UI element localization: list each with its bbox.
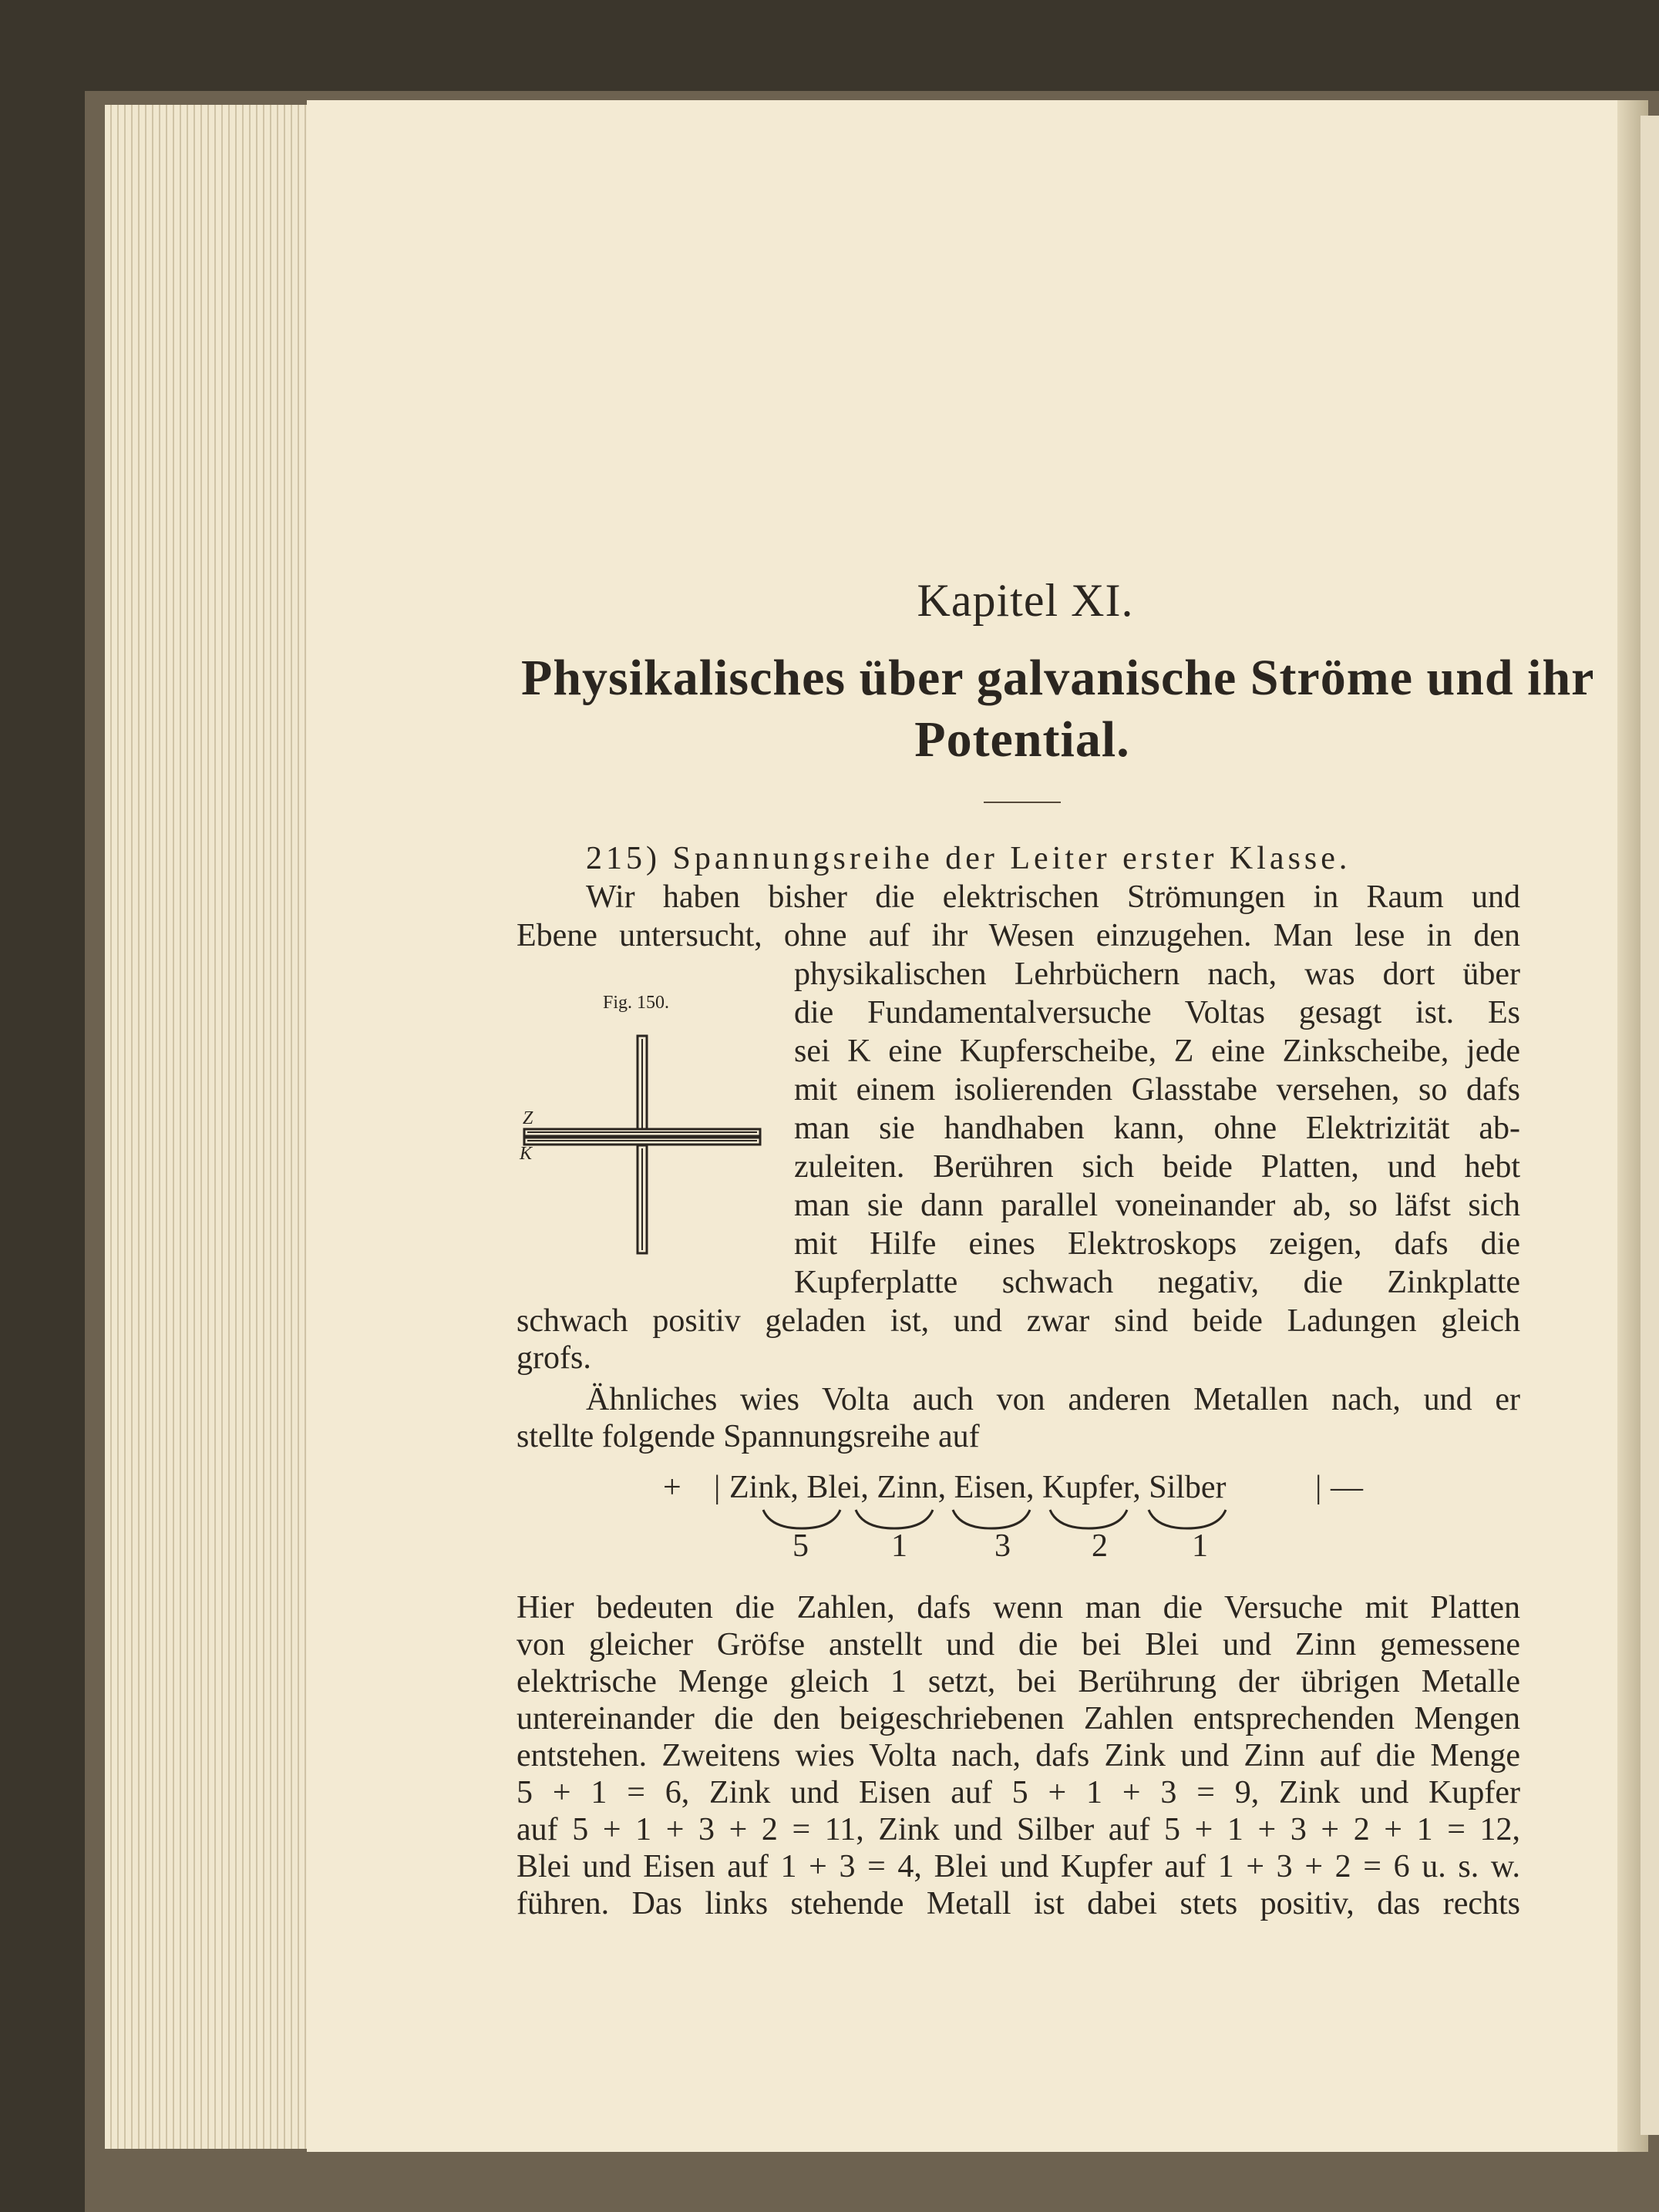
- series-bar-right: |: [1315, 1470, 1322, 1505]
- brace: [1149, 1510, 1226, 1528]
- title-rule: [984, 802, 1061, 803]
- figure-label-z: Z: [523, 1108, 533, 1128]
- text-line: Blei und Eisen auf 1 + 3 = 4, Blei und Kupfer auf 1 + 3 + 2 = 6 u. s. w.: [517, 1849, 1520, 1884]
- text-line: Ähnliches wies Volta auch von anderen Metallen nach, und er: [586, 1382, 1520, 1417]
- text-line: zuleiten. Berühren sich beide Platten, und hebt: [794, 1149, 1520, 1185]
- series-bar-left: |: [714, 1470, 721, 1505]
- page-corner: [1640, 116, 1659, 2135]
- text-line: von gleicher Gröfse anstellt und die bei Blei und Zinn gemessene: [517, 1627, 1520, 1662]
- series-number: 3: [994, 1528, 1011, 1564]
- text-line: entstehen. Zweitens wies Volta nach, dafs Zink und Zinn auf die Menge: [517, 1738, 1520, 1773]
- zinc-plate: [524, 1129, 760, 1136]
- chapter-title-line-1: Physikalisches über galvanische Ströme und ihr: [521, 650, 1595, 706]
- brace: [1050, 1510, 1127, 1528]
- text-line: physikalischen Lehrbüchern nach, was dort über: [794, 956, 1520, 992]
- section-heading: 215) Spannungsreihe der Leiter erster Klasse.: [586, 841, 1351, 876]
- text-line: elektrische Menge gleich 1 setzt, bei Berührung der übrigen Metalle: [517, 1664, 1520, 1699]
- text-line: mit Hilfe eines Elektroskops zeigen, dafs die: [794, 1226, 1520, 1262]
- text-line: Kupferplatte schwach negativ, die Zinkplatte: [794, 1265, 1520, 1300]
- series-plus: +: [663, 1470, 681, 1505]
- text-line: Hier bedeuten die Zahlen, dafs wenn man die Versuche mit Platten: [517, 1590, 1520, 1625]
- figure-caption: Fig. 150.: [603, 993, 670, 1013]
- text-line: untereinander die den beigeschriebenen Zahlen entsprechenden Mengen: [517, 1701, 1520, 1736]
- chapter-number: Kapitel XI.: [917, 575, 1134, 626]
- text-line: man sie handhaben kann, ohne Elektrizität ab-: [794, 1111, 1520, 1146]
- text-line: mit einem isolierenden Glasstabe versehen, so dafs: [794, 1072, 1520, 1108]
- brace: [856, 1510, 933, 1528]
- text-line: grofs.: [517, 1340, 591, 1376]
- series-number: 1: [891, 1528, 907, 1564]
- chapter-title-line-2: Potential.: [914, 711, 1130, 768]
- copper-plate: [524, 1138, 760, 1145]
- brace: [763, 1510, 840, 1528]
- text-line: die Fundamentalversuche Voltas gesagt ist. Es: [794, 995, 1520, 1030]
- series-metals: Zink, Blei, Zinn, Eisen, Kupfer, Silber: [729, 1470, 1227, 1505]
- text-line: auf 5 + 1 + 3 + 2 = 11, Zink und Silber auf 5 + 1 + 3 + 2 + 1 = 12,: [517, 1812, 1520, 1847]
- text-line: führen. Das links stehende Metall ist dabei stets positiv, das rechts: [517, 1886, 1520, 1921]
- series-number: 5: [792, 1528, 809, 1564]
- text-line: Wir haben bisher die elektrischen Strömungen in Raum und: [586, 879, 1520, 915]
- brace: [953, 1510, 1030, 1528]
- text-line: sei K eine Kupferscheibe, Z eine Zinkscheibe, jede: [794, 1034, 1520, 1069]
- text-line: Ebene untersucht, ohne auf ihr Wesen einzugehen. Man lese in den: [517, 918, 1520, 953]
- series-number: 1: [1192, 1528, 1208, 1564]
- page-edges: [105, 105, 308, 2149]
- figure-label-k: K: [520, 1144, 533, 1164]
- text-line: schwach positiv geladen ist, und zwar sind beide Ladungen gleich: [517, 1303, 1520, 1339]
- series-number: 2: [1092, 1528, 1108, 1564]
- text-line: 5 + 1 = 6, Zink und Eisen auf 5 + 1 + 3 = 9, Zink und Kupfer: [517, 1775, 1520, 1810]
- text-line: stellte folgende Spannungsreihe auf: [517, 1419, 980, 1454]
- figure-zinc-copper-plates: [517, 1017, 771, 1264]
- glass-rod-lower: [638, 1145, 647, 1253]
- series-minus: —: [1331, 1470, 1363, 1505]
- text-line: man sie dann parallel voneinander ab, so läfst sich: [794, 1188, 1520, 1223]
